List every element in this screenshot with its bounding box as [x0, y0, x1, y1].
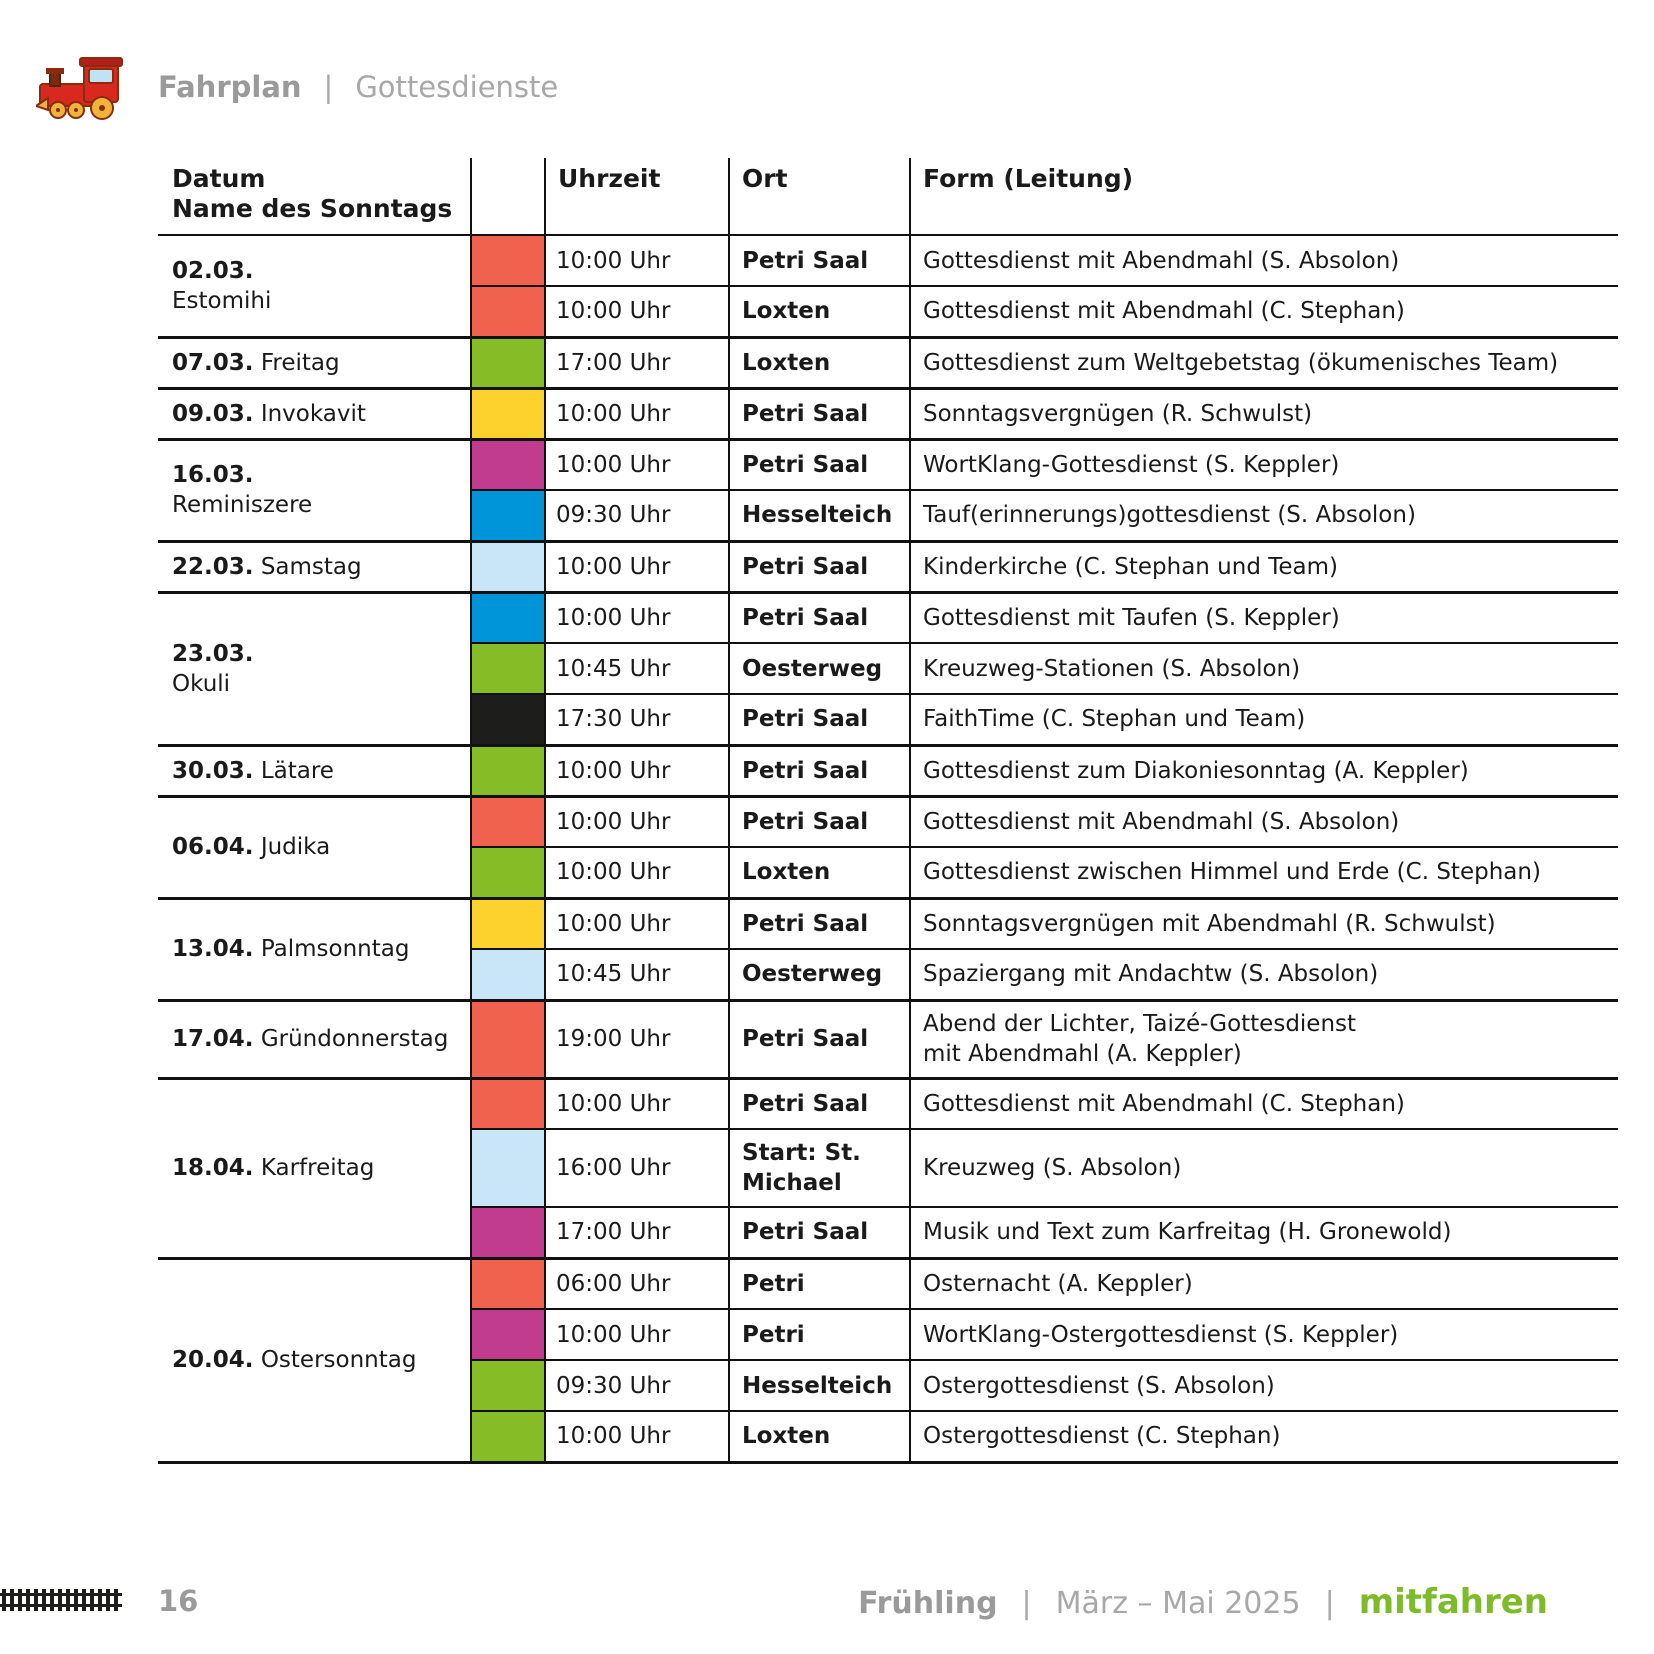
page-header [0, 40, 1654, 140]
form-line: Tauf(erinnerungs)gottesdienst (S. Absolon) [923, 502, 1416, 529]
form-line: Musik und Text zum Karfreitag (H. Gronewold) [923, 1219, 1452, 1246]
place-line: Petri Saal [742, 808, 869, 835]
place-line: Loxten [742, 1423, 831, 1450]
date-value: 09.03. [172, 400, 254, 427]
place-cell [729, 490, 910, 541]
sunday-name: Estomihi [172, 287, 272, 314]
place-line: Oesterweg [742, 961, 883, 988]
place-line: Petri Saal [742, 553, 869, 580]
date-cell [158, 1258, 471, 1462]
color-swatch [471, 643, 545, 694]
color-swatch [471, 286, 545, 337]
sunday-name: Karfreitag [260, 1155, 375, 1181]
color-swatch [471, 847, 545, 898]
footer-season: Frühling [858, 1586, 998, 1621]
table-row [158, 439, 1618, 490]
color-swatch [471, 490, 545, 541]
table-row [158, 1000, 1618, 1078]
form-line: Sonntagsvergnügen (R. Schwulst) [923, 400, 1313, 427]
date-cell [158, 439, 471, 541]
footer-separator: | [1324, 1586, 1335, 1621]
time-cell: 10:00 Uhr [545, 898, 729, 949]
form-line: Gottesdienst mit Abendmahl (S. Absolon) [923, 247, 1400, 274]
place-cell [729, 1078, 910, 1129]
time-cell: 17:00 Uhr [545, 337, 729, 388]
form-line: Gottesdienst mit Taufen (S. Keppler) [923, 604, 1340, 631]
form-line: Gottesdienst mit Abendmahl (C. Stephan) [923, 298, 1405, 325]
date-cell [158, 745, 471, 796]
sunday-name: Gründonnerstag [260, 1026, 449, 1052]
date-cell [158, 898, 471, 1000]
place-line: Petri Saal [742, 400, 869, 427]
color-swatch [471, 1207, 545, 1258]
footer-text [858, 1582, 1548, 1622]
table-row [158, 1078, 1618, 1129]
form-line: Gottesdienst zum Diakoniesonntag (A. Keppler) [923, 757, 1469, 784]
form-cell [910, 1129, 1618, 1207]
date-value: 20.04. [172, 1347, 254, 1373]
time-cell: 09:30 Uhr [545, 490, 729, 541]
form-line: WortKlang-Gottesdienst (S. Keppler) [923, 451, 1340, 478]
form-line: WortKlang-Ostergottesdienst (S. Keppler) [923, 1321, 1399, 1348]
schedule-table [158, 158, 1618, 1464]
sunday-name: Lätare [260, 757, 334, 784]
sunday-name: Judika [260, 834, 331, 860]
form-cell [910, 898, 1618, 949]
form-cell [910, 337, 1618, 388]
date-value: 06.04. [172, 834, 254, 860]
time-cell: 10:00 Uhr [545, 286, 729, 337]
color-swatch [471, 1309, 545, 1360]
place-line: Loxten [742, 349, 831, 376]
time-cell: 16:00 Uhr [545, 1129, 729, 1207]
color-swatch [471, 796, 545, 847]
place-line: Petri Saal [742, 1219, 869, 1246]
date-cell [158, 592, 471, 745]
color-swatch [471, 439, 545, 490]
form-cell [910, 541, 1618, 592]
place-line: Petri Saal [742, 604, 869, 631]
color-swatch [471, 541, 545, 592]
form-line: Kreuzweg (S. Absolon) [923, 1155, 1182, 1181]
color-swatch [471, 1360, 545, 1411]
time-cell: 10:00 Uhr [545, 235, 729, 286]
schedule-body [158, 235, 1618, 1462]
sunday-name: Ostersonntag [260, 1347, 417, 1373]
header-place: Ort [729, 158, 910, 235]
time-cell: 10:45 Uhr [545, 643, 729, 694]
place-cell [729, 592, 910, 643]
form-line: Abend der Lichter, Taizé-Gottesdienst [923, 1011, 1357, 1037]
table-header-row [158, 158, 1618, 235]
form-line: Sonntagsvergnügen mit Abendmahl (R. Schwulst) [923, 910, 1496, 937]
place-line: Petri Saal [742, 1090, 869, 1117]
place-cell [729, 1258, 910, 1309]
form-cell [910, 1000, 1618, 1078]
place-cell [729, 949, 910, 1000]
place-cell [729, 847, 910, 898]
time-cell: 06:00 Uhr [545, 1258, 729, 1309]
place-line: Petri Saal [742, 706, 869, 733]
place-cell [729, 694, 910, 745]
table-row [158, 592, 1618, 643]
form-cell [910, 796, 1618, 847]
time-cell: 10:00 Uhr [545, 1309, 729, 1360]
date-cell [158, 388, 471, 439]
place-cell [729, 1129, 910, 1207]
color-swatch [471, 1258, 545, 1309]
form-cell [910, 1258, 1618, 1309]
place-cell [729, 1207, 910, 1258]
table-row [158, 337, 1618, 388]
place-line: Hesselteich [742, 1372, 893, 1399]
header-title-line [158, 70, 558, 104]
date-cell [158, 1078, 471, 1258]
color-swatch [471, 1000, 545, 1078]
place-line: Petri [742, 1321, 805, 1348]
place-cell [729, 898, 910, 949]
form-cell [910, 1411, 1618, 1462]
place-cell [729, 1000, 910, 1078]
time-cell: 09:30 Uhr [545, 1360, 729, 1411]
place-cell [729, 541, 910, 592]
form-line: Kreuzweg-Stationen (S. Absolon) [923, 655, 1301, 682]
date-cell [158, 337, 471, 388]
date-cell [158, 1000, 471, 1078]
form-cell [910, 388, 1618, 439]
color-swatch [471, 1129, 545, 1207]
time-cell: 10:00 Uhr [545, 592, 729, 643]
sunday-name: Invokavit [260, 400, 366, 427]
form-cell [910, 1078, 1618, 1129]
table-row [158, 235, 1618, 286]
place-line: Oesterweg [742, 655, 883, 682]
table-row [158, 898, 1618, 949]
date-cell [158, 235, 471, 337]
table-row [158, 745, 1618, 796]
color-swatch [471, 235, 545, 286]
place-cell [729, 745, 910, 796]
place-line: Petri Saal [742, 451, 869, 478]
header-color [471, 158, 545, 235]
form-cell [910, 286, 1618, 337]
place-line: Petri Saal [742, 910, 869, 937]
place-cell [729, 796, 910, 847]
page-number: 16 [158, 1584, 199, 1618]
place-cell [729, 337, 910, 388]
date-value: 22.03. [172, 553, 254, 580]
place-cell [729, 1411, 910, 1462]
date-cell [158, 796, 471, 898]
train-icon [36, 54, 126, 122]
place-cell [729, 643, 910, 694]
date-value: 16.03. [172, 462, 254, 488]
color-swatch [471, 1411, 545, 1462]
place-cell [729, 439, 910, 490]
time-cell: 10:00 Uhr [545, 541, 729, 592]
place-line: Hesselteich [742, 502, 893, 529]
sunday-name: Samstag [260, 553, 362, 580]
table-row [158, 796, 1618, 847]
place-cell [729, 235, 910, 286]
rails-icon [0, 1588, 122, 1612]
form-line-2: mit Abendmahl (A. Keppler) [923, 1041, 1242, 1067]
time-cell: 10:00 Uhr [545, 796, 729, 847]
form-line: Gottesdienst mit Abendmahl (C. Stephan) [923, 1090, 1405, 1117]
header-date-line1: Datum [172, 164, 266, 193]
time-cell: 10:00 Uhr [545, 1078, 729, 1129]
form-cell [910, 439, 1618, 490]
form-cell [910, 1207, 1618, 1258]
time-cell: 10:00 Uhr [545, 388, 729, 439]
place-line: Petri Saal [742, 247, 869, 274]
place-cell [729, 388, 910, 439]
header-separator: | [323, 70, 334, 104]
table-row [158, 541, 1618, 592]
date-value: 17.04. [172, 1026, 254, 1052]
footer-separator: | [1021, 1586, 1032, 1621]
time-cell: 19:00 Uhr [545, 1000, 729, 1078]
form-cell [910, 1309, 1618, 1360]
sunday-name: Palmsonntag [260, 936, 410, 962]
header-title: Fahrplan [158, 70, 302, 104]
place-cell [729, 1360, 910, 1411]
form-line: FaithTime (C. Stephan und Team) [923, 706, 1306, 733]
time-cell: 17:30 Uhr [545, 694, 729, 745]
color-swatch [471, 745, 545, 796]
form-line: Gottesdienst zwischen Himmel und Erde (C. Stephan) [923, 859, 1541, 886]
color-swatch [471, 694, 545, 745]
date-value: 23.03. [172, 640, 254, 667]
color-swatch [471, 337, 545, 388]
form-line: Ostergottesdienst (C. Stephan) [923, 1423, 1281, 1450]
place-line: Petri Saal [742, 757, 869, 784]
header-date [158, 158, 471, 235]
header-time: Uhrzeit [545, 158, 729, 235]
page-footer [0, 1578, 1654, 1628]
time-cell: 10:00 Uhr [545, 847, 729, 898]
form-line: Osternacht (A. Keppler) [923, 1270, 1193, 1297]
date-value: 13.04. [172, 936, 254, 962]
date-value: 18.04. [172, 1155, 254, 1181]
color-swatch [471, 592, 545, 643]
form-line: Ostergottesdienst (S. Absolon) [923, 1372, 1275, 1399]
time-cell: 10:45 Uhr [545, 949, 729, 1000]
form-cell [910, 490, 1618, 541]
date-value: 07.03. [172, 349, 254, 376]
form-line: Spaziergang mit Andachtw (S. Absolon) [923, 961, 1379, 988]
date-value: 30.03. [172, 757, 254, 784]
place-line: Start: St. [742, 1140, 861, 1166]
form-cell [910, 592, 1618, 643]
sunday-name: Okuli [172, 670, 231, 697]
form-cell [910, 1360, 1618, 1411]
header-subtitle: Gottesdienste [355, 70, 559, 104]
color-swatch [471, 898, 545, 949]
time-cell: 10:00 Uhr [545, 745, 729, 796]
time-cell: 10:00 Uhr [545, 439, 729, 490]
form-line: Gottesdienst zum Weltgebetstag (ökumenisches Team) [923, 349, 1559, 376]
form-cell [910, 847, 1618, 898]
sunday-name: Reminiszere [172, 492, 313, 518]
color-swatch [471, 949, 545, 1000]
form-cell [910, 949, 1618, 1000]
form-cell [910, 235, 1618, 286]
time-cell: 17:00 Uhr [545, 1207, 729, 1258]
form-cell [910, 745, 1618, 796]
form-line: Kinderkirche (C. Stephan und Team) [923, 553, 1339, 580]
color-swatch [471, 388, 545, 439]
header-form: Form (Leitung) [910, 158, 1618, 235]
header-date-line2: Name des Sonntags [172, 194, 453, 223]
place-line: Loxten [742, 859, 831, 886]
place-cell [729, 1309, 910, 1360]
footer-brand: mitfahren [1358, 1582, 1548, 1622]
place-line: Petri Saal [742, 1026, 869, 1052]
date-cell [158, 541, 471, 592]
table-row [158, 1258, 1618, 1309]
sunday-name: Freitag [260, 349, 340, 376]
footer-period: März – Mai 2025 [1055, 1586, 1301, 1621]
color-swatch [471, 1078, 545, 1129]
place-line: Petri [742, 1270, 805, 1297]
table-row [158, 388, 1618, 439]
form-cell [910, 643, 1618, 694]
place-line-2: Michael [742, 1170, 842, 1196]
place-line: Loxten [742, 298, 831, 325]
time-cell: 10:00 Uhr [545, 1411, 729, 1462]
date-value: 02.03. [172, 257, 254, 284]
place-cell [729, 286, 910, 337]
form-line: Gottesdienst mit Abendmahl (S. Absolon) [923, 808, 1400, 835]
form-cell [910, 694, 1618, 745]
